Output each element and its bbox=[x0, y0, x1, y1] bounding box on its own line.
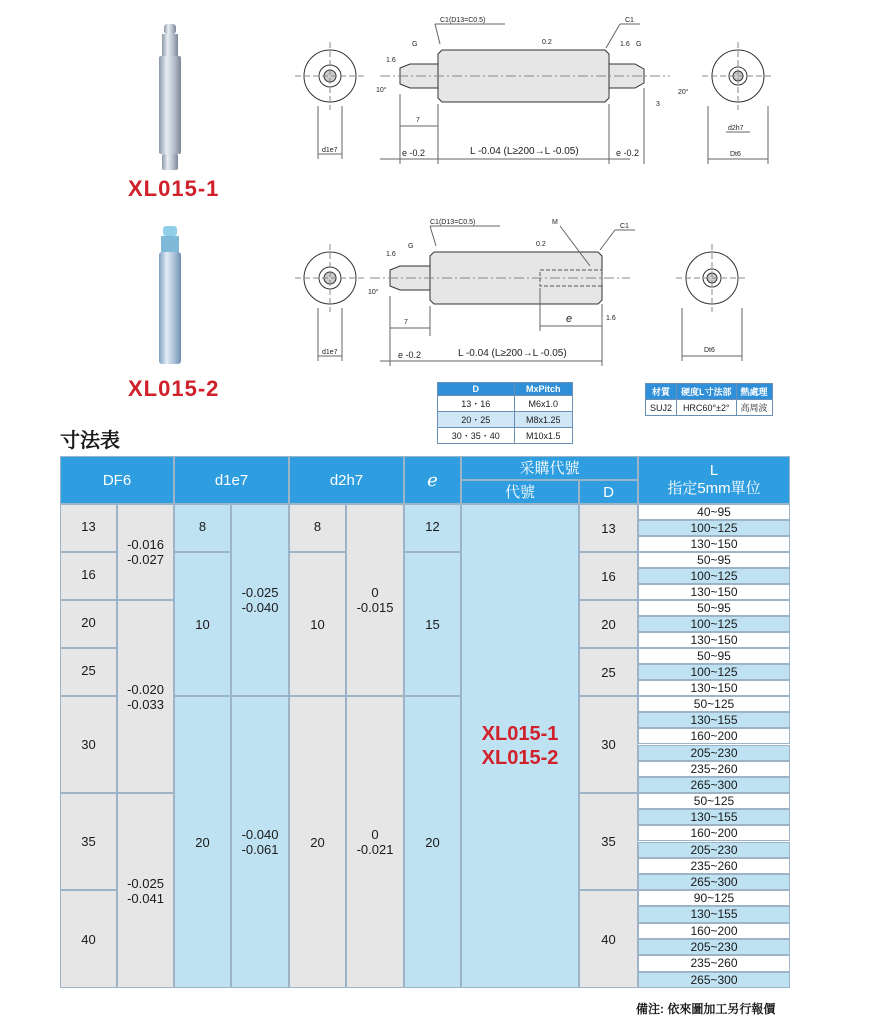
technical-drawing-1 bbox=[290, 14, 780, 174]
d-value: 25 bbox=[579, 648, 638, 696]
pin-photo-2 bbox=[140, 222, 200, 372]
l-range-cell: 130~150 bbox=[638, 632, 790, 648]
thread-cell: 13・16 bbox=[438, 396, 515, 412]
thread-table bbox=[437, 382, 573, 444]
d1-length: L -0.04 (L≥200→L -0.05) bbox=[470, 146, 579, 157]
df6-value: 20 bbox=[60, 600, 117, 648]
l-range-cell: 235~260 bbox=[638, 858, 790, 874]
l-range-cell: 265~300 bbox=[638, 874, 790, 890]
d2-g-label: G bbox=[408, 243, 414, 250]
d2-length: L -0.04 (L≥200→L -0.05) bbox=[458, 348, 567, 359]
df6-value: 25 bbox=[60, 648, 117, 696]
l-range-cell: 100~125 bbox=[638, 616, 790, 632]
l-range-cell: 160~200 bbox=[638, 728, 790, 744]
header-d2h7: d2h7 bbox=[289, 456, 404, 504]
l-range-cell: 50~125 bbox=[638, 793, 790, 809]
pin-photo-1 bbox=[140, 20, 200, 180]
header-d: D bbox=[579, 480, 638, 504]
d2h7-value: 10 bbox=[289, 552, 346, 696]
d-value: 13 bbox=[579, 504, 638, 552]
e-value: 12 bbox=[404, 504, 461, 552]
d2-c1-label: C1 bbox=[620, 223, 629, 230]
d1-rough-label: 1.6 bbox=[386, 57, 396, 64]
l-range-cell: 205~230 bbox=[638, 842, 790, 858]
d2-dim7: 7 bbox=[404, 319, 408, 326]
thread-cell: M6x1.0 bbox=[514, 396, 572, 412]
d1-dt6: Dt6 bbox=[730, 151, 741, 158]
d2h7-value: 8 bbox=[289, 504, 346, 552]
l-range-cell: 130~155 bbox=[638, 712, 790, 728]
d2-d1e7: d1e7 bbox=[322, 349, 338, 356]
d2h7-value: 20 bbox=[289, 696, 346, 988]
l-range-cell: 50~95 bbox=[638, 648, 790, 664]
header-df6: DF6 bbox=[60, 456, 174, 504]
df6-value: 30 bbox=[60, 696, 117, 793]
d1-d2h7: d2h7 bbox=[728, 125, 744, 132]
d2h7-tolerance: 0 -0.021 bbox=[346, 696, 404, 988]
l-range-cell: 205~230 bbox=[638, 939, 790, 955]
product-code: XL015-1 XL015-2 bbox=[461, 504, 579, 988]
d1-g-label-right: G bbox=[636, 41, 642, 48]
thread-header-pitch: MxPitch bbox=[514, 383, 572, 396]
d1-dim3: 3 bbox=[656, 101, 660, 108]
d1-dim7: 7 bbox=[416, 117, 420, 124]
thread-header-d: D bbox=[438, 383, 515, 396]
d1-angle20: 20° bbox=[678, 89, 689, 96]
technical-drawing-2 bbox=[290, 216, 780, 366]
df6-tolerance: -0.016 -0.027 bbox=[117, 504, 174, 600]
d2-rough-label: 1.6 bbox=[386, 251, 396, 258]
l-range-cell: 40~95 bbox=[638, 504, 790, 520]
d2h7-tolerance: 0 -0.015 bbox=[346, 504, 404, 696]
product-label-1: XL015-1 bbox=[128, 176, 220, 201]
material-header: 熱處理 bbox=[736, 384, 772, 400]
df6-tolerance: -0.020 -0.033 bbox=[117, 600, 174, 793]
l-range-cell: 50~95 bbox=[638, 600, 790, 616]
header-code: 代號 bbox=[461, 480, 579, 504]
l-range-cell: 100~125 bbox=[638, 520, 790, 536]
l-range-cell: 130~150 bbox=[638, 584, 790, 600]
section-title: 寸法表 bbox=[60, 430, 120, 452]
l-range-cell: 130~150 bbox=[638, 536, 790, 552]
d1-angle10: 10° bbox=[376, 87, 387, 94]
l-range-cell: 90~125 bbox=[638, 890, 790, 906]
thread-cell: 20・25 bbox=[438, 412, 515, 428]
d-value: 20 bbox=[579, 600, 638, 648]
l-range-cell: 265~300 bbox=[638, 777, 790, 793]
l-range-cell: 160~200 bbox=[638, 923, 790, 939]
header-e: e bbox=[404, 456, 461, 504]
d1-d1e7: d1e7 bbox=[322, 147, 338, 154]
d2-e-tol: e -0.2 bbox=[398, 350, 422, 360]
l-range-cell: 235~260 bbox=[638, 761, 790, 777]
l-range-cell: 160~200 bbox=[638, 825, 790, 841]
d2-m-label: M bbox=[552, 219, 558, 226]
d1e7-value: 20 bbox=[174, 696, 231, 988]
df6-value: 13 bbox=[60, 504, 117, 552]
e-value: 15 bbox=[404, 552, 461, 696]
d-value: 30 bbox=[579, 696, 638, 793]
d1-e-tol: e -0.2 bbox=[402, 148, 426, 158]
material-header: 材質 bbox=[646, 384, 677, 400]
material-table bbox=[645, 383, 773, 416]
l-range-cell: 130~150 bbox=[638, 680, 790, 696]
d1-g-label: G bbox=[412, 41, 418, 48]
l-range-cell: 50~125 bbox=[638, 696, 790, 712]
d2-rough02-label: 0.2 bbox=[536, 241, 546, 248]
df6-value: 40 bbox=[60, 890, 117, 988]
d2-dt6: Dt6 bbox=[704, 347, 715, 354]
d1e7-value: 10 bbox=[174, 552, 231, 696]
material-cell: 高周波 bbox=[736, 400, 772, 416]
l-range-cell: 130~155 bbox=[638, 906, 790, 922]
material-header: 硬度L寸法部 bbox=[677, 384, 737, 400]
df6-tolerance: -0.025 -0.041 bbox=[117, 793, 174, 988]
d2-chamfer-label: C1(D13=C0.5) bbox=[430, 219, 476, 226]
df6-value: 35 bbox=[60, 793, 117, 890]
material-cell: HRC60°±2° bbox=[677, 400, 737, 416]
d1-c1-label: C1 bbox=[625, 17, 634, 24]
dimension-table bbox=[60, 456, 790, 988]
d2-e-label: e bbox=[566, 313, 573, 325]
footnote: 備注: 依來圖加工另行報價 bbox=[636, 1002, 776, 1016]
d1-rough02-label: 0.2 bbox=[542, 39, 552, 46]
l-range-cell: 205~230 bbox=[638, 745, 790, 761]
d1e7-value: 8 bbox=[174, 504, 231, 552]
l-range-cell: 100~125 bbox=[638, 664, 790, 680]
d2-rough-right: 1.6 bbox=[606, 315, 616, 322]
l-range-cell: 265~300 bbox=[638, 972, 790, 988]
header-purchase-code: 采購代號 bbox=[461, 456, 638, 480]
d1e7-tolerance: -0.025 -0.040 bbox=[231, 504, 289, 696]
header-l: L 指定5mm單位 bbox=[638, 456, 790, 504]
d-value: 40 bbox=[579, 890, 638, 988]
material-cell: SUJ2 bbox=[646, 400, 677, 416]
d1-e-tol-right: e -0.2 bbox=[616, 148, 640, 158]
d-value: 16 bbox=[579, 552, 638, 600]
l-range-cell: 235~260 bbox=[638, 955, 790, 971]
df6-value: 16 bbox=[60, 552, 117, 600]
thread-cell: M10x1.5 bbox=[514, 428, 572, 444]
thread-cell: M8x1.25 bbox=[514, 412, 572, 428]
d-value: 35 bbox=[579, 793, 638, 890]
d1-rough-label-right: 1.6 bbox=[620, 41, 630, 48]
l-range-cell: 50~95 bbox=[638, 552, 790, 568]
e-value: 20 bbox=[404, 696, 461, 988]
l-range-cell: 100~125 bbox=[638, 568, 790, 584]
d2-angle10: 10° bbox=[368, 289, 379, 296]
l-range-cell: 130~155 bbox=[638, 809, 790, 825]
thread-cell: 30・35・40 bbox=[438, 428, 515, 444]
d1-chamfer-label: C1(D13=C0.5) bbox=[440, 17, 486, 24]
header-d1e7: d1e7 bbox=[174, 456, 289, 504]
d1e7-tolerance: -0.040 -0.061 bbox=[231, 696, 289, 988]
product-label-2: XL015-2 bbox=[128, 376, 220, 401]
